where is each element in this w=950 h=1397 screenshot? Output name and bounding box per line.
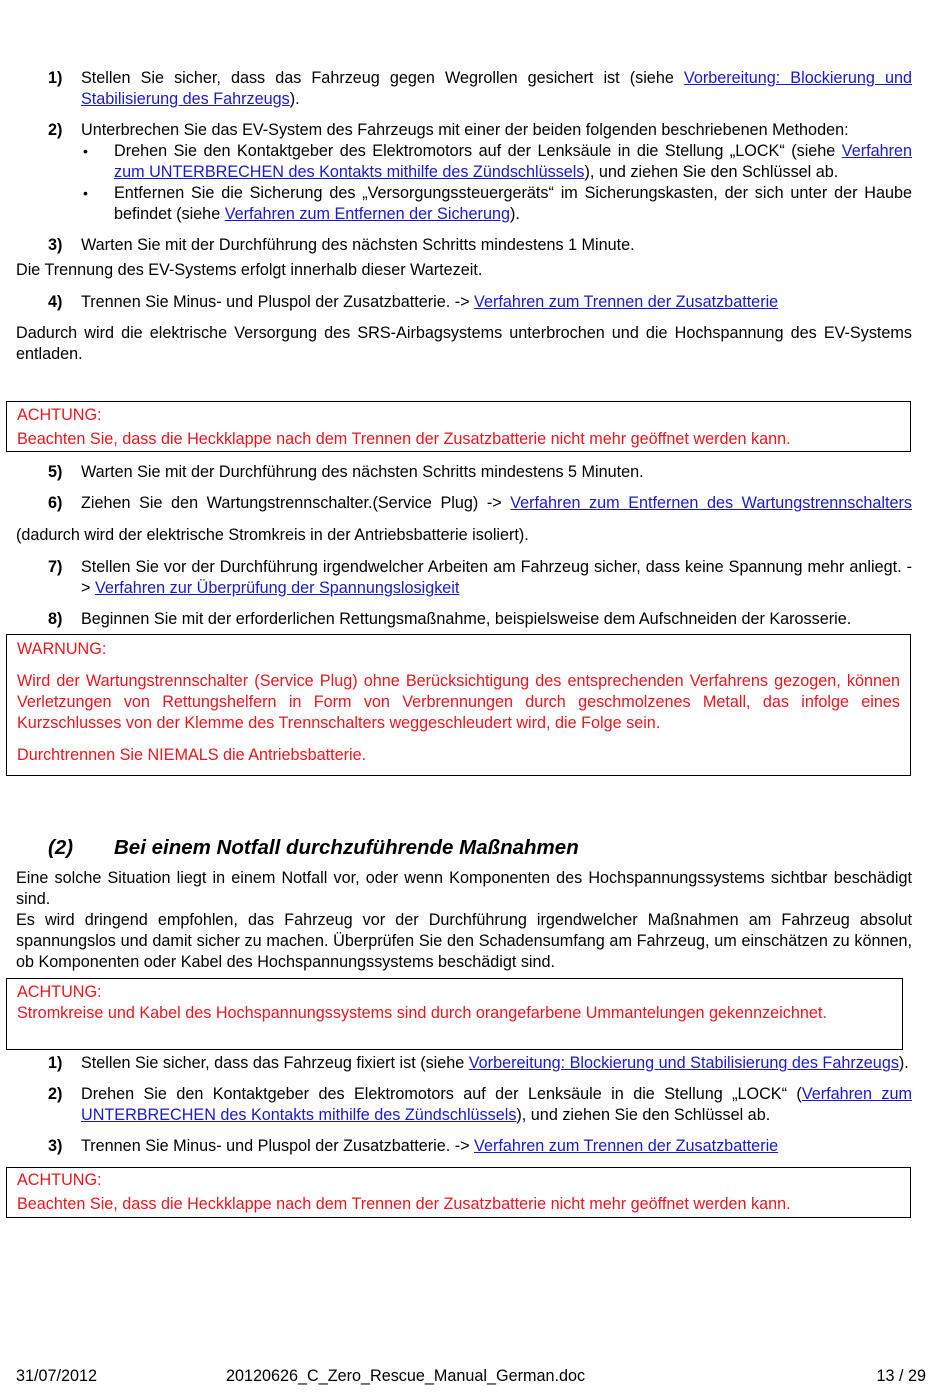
paragraph: Es wird dringend empfohlen, das Fahrzeug vor der Durchführung irgendwelcher Maßnahmen am Fahrzeug absolut spannungslos und damit sicher zu machen. Überprüfen Sie den Schadensumfang am Fahrzeug, um einschätzen zu können, ob Komponenten oder Kabel des Hochspannungssystems beschädigt sind. bbox=[16, 911, 912, 971]
step-8 bbox=[16, 609, 912, 630]
footer-page-number: 13 / 29 bbox=[876, 1367, 926, 1385]
caution-box bbox=[6, 401, 911, 452]
step-1 bbox=[16, 68, 912, 110]
warning-text: Durchtrennen Sie NIEMALS die Antriebsbatterie. bbox=[17, 746, 367, 764]
caution-box bbox=[6, 1167, 911, 1218]
step-number: 5) bbox=[48, 463, 63, 481]
caution-title: ACHTUNG: bbox=[17, 983, 102, 1001]
bullet-item bbox=[81, 183, 912, 225]
caution-title: ACHTUNG: bbox=[17, 1171, 102, 1189]
step-text-end: ). bbox=[898, 1054, 909, 1072]
section-number: (2) bbox=[48, 836, 74, 859]
footer-date: 31/07/2012 bbox=[16, 1367, 98, 1385]
step-text-end: ). bbox=[289, 90, 300, 108]
step-3 bbox=[16, 1136, 912, 1157]
bullet-text-end: ), und ziehen Sie den Schlüssel ab. bbox=[584, 163, 839, 181]
link-zusatzbatterie-trennen[interactable]: Verfahren zum Trennen der Zusatzbatterie bbox=[474, 293, 779, 311]
bullet-item bbox=[81, 141, 912, 183]
step-5 bbox=[16, 462, 912, 483]
link-spannungslosigkeit[interactable]: Verfahren zur Überprüfung der Spannungslosigkeit bbox=[94, 579, 460, 597]
step-text: Warten Sie mit der Durchführung des nächsten Schritts mindestens 5 Minuten. bbox=[81, 463, 644, 481]
caution-text: Beachten Sie, dass die Heckklappe nach dem Trennen der Zusatzbatterie nicht mehr geöffnet werden kann. bbox=[17, 430, 791, 448]
warning-title: WARNUNG: bbox=[17, 640, 107, 658]
step-number: 8) bbox=[48, 610, 63, 628]
section-heading bbox=[16, 834, 912, 862]
bullet-list bbox=[81, 141, 912, 225]
step-text: Ziehen Sie den Wartungstrennschalter.(Service Plug) -> bbox=[81, 494, 511, 512]
step-number: 1) bbox=[48, 69, 63, 87]
link-sicherung-entfernen[interactable]: Verfahren zum Entfernen der Sicherung bbox=[224, 205, 510, 223]
step-number: 3) bbox=[48, 236, 63, 254]
link-vorbereitung[interactable]: Vorbereitung: Blockierung und Stabilisierung des Fahrzeugs bbox=[81, 69, 912, 108]
warning-box bbox=[6, 634, 911, 776]
page-footer bbox=[16, 1366, 926, 1388]
link-kontakt-unterbrechen[interactable]: Verfahren zum UNTERBRECHEN des Kontakts mithilfe des Zündschlüssels bbox=[81, 1085, 913, 1124]
link-wartungstrennschalter[interactable]: Verfahren zum Entfernen des Wartungstrennschalters bbox=[510, 494, 912, 512]
step-4 bbox=[16, 292, 912, 313]
step-text: Warten Sie mit der Durchführung des nächsten Schritts mindestens 1 Minute. bbox=[81, 236, 635, 254]
warning-text: Wird der Wartungstrennschalter (Service Plug) ohne Berücksichtigung des entsprechenden Verfahrens gezogen, können Verletzungen von Rettungshelfern in Form von Verbrennungen durch geschmolzenes Metall, das infolge eines Kurzschlusses von der Klemme des Trennschalters weggeschleudert wird, die Folge sein. bbox=[17, 672, 900, 732]
link-zusatzbatterie-trennen[interactable]: Verfahren zum Trennen der Zusatzbatterie bbox=[474, 1137, 779, 1155]
caution-text: Stromkreise und Kabel des Hochspannungssystems sind durch orangefarbene Ummantelungen gekennzeichnet. bbox=[17, 1004, 827, 1022]
document-page bbox=[16, 68, 912, 1218]
step-number: 2) bbox=[48, 1085, 63, 1103]
step-2 bbox=[16, 1084, 912, 1126]
bullet-text-end: ). bbox=[509, 205, 520, 223]
step-6 bbox=[16, 493, 912, 514]
caution-title: ACHTUNG: bbox=[17, 406, 102, 424]
step-number: 6) bbox=[48, 494, 63, 512]
paragraph: Dadurch wird die elektrische Versorgung des SRS-Airbagsystems unterbrochen und die Hochspannung des EV-Systems entladen. bbox=[16, 324, 912, 363]
step-1 bbox=[16, 1053, 912, 1074]
step-7 bbox=[16, 557, 912, 599]
step-text: Trennen Sie Minus- und Pluspol der Zusatzbatterie. -> bbox=[81, 1137, 475, 1155]
paragraph: (dadurch wird der elektrische Stromkreis in der Antriebsbatterie isoliert). bbox=[16, 526, 529, 544]
paragraph: Eine solche Situation liegt in einem Notfall vor, oder wenn Komponenten des Hochspannungssystems sichtbar beschädigt sind. bbox=[16, 869, 912, 908]
step-text: Stellen Sie vor der Durchführung irgendwelcher Arbeiten am Fahrzeug sicher, dass keine Spannung mehr anliegt. -> bbox=[81, 558, 912, 597]
caution-text: Beachten Sie, dass die Heckklappe nach dem Trennen der Zusatzbatterie nicht mehr geöffnet werden kann. bbox=[17, 1195, 791, 1213]
step-number: 2) bbox=[48, 121, 63, 139]
paragraph: Die Trennung des EV-Systems erfolgt innerhalb dieser Wartezeit. bbox=[16, 261, 483, 279]
step-text-end: ), und ziehen Sie den Schlüssel ab. bbox=[516, 1106, 771, 1124]
step-number: 7) bbox=[48, 558, 63, 576]
step-number: 4) bbox=[48, 293, 63, 311]
bullet-text: Drehen Sie den Kontaktgeber des Elektromotors auf der Lenksäule in die Stellung „LOCK“ (siehe bbox=[114, 142, 842, 160]
step-text: Trennen Sie Minus- und Pluspol der Zusatzbatterie. -> bbox=[81, 293, 475, 311]
step-number: 1) bbox=[48, 1054, 63, 1072]
link-vorbereitung[interactable]: Vorbereitung: Blockierung und Stabilisierung des Fahrzeugs bbox=[468, 1054, 899, 1072]
caution-box bbox=[6, 978, 903, 1050]
step-text: Stellen Sie sicher, dass das Fahrzeug gegen Wegrollen gesichert ist (siehe bbox=[81, 69, 684, 87]
step-text: Drehen Sie den Kontaktgeber des Elektromotors auf der Lenksäule in die Stellung „LOCK“ ( bbox=[81, 1085, 802, 1103]
step-text: Stellen Sie sicher, dass das Fahrzeug fixiert ist (siehe bbox=[81, 1054, 469, 1072]
link-kontakt-unterbrechen[interactable]: Verfahren zum UNTERBRECHEN des Kontakts mithilfe des Zündschlüssels bbox=[114, 142, 912, 181]
footer-filename: 20120626_C_Zero_Rescue_Manual_German.doc bbox=[226, 1367, 586, 1385]
step-3 bbox=[16, 235, 912, 256]
step-text: Unterbrechen Sie das EV-System des Fahrzeugs mit einer der beiden folgenden beschriebenen Methoden: bbox=[81, 121, 849, 139]
step-number: 3) bbox=[48, 1137, 63, 1155]
section-title: Bei einem Notfall durchzuführende Maßnahmen bbox=[114, 836, 579, 859]
bullet-text: Entfernen Sie die Sicherung des „Versorgungssteuergeräts“ im Sicherungskasten, der sich unter der Haube befindet (siehe bbox=[114, 184, 912, 223]
step-text-line bbox=[81, 493, 912, 514]
step-2 bbox=[16, 120, 912, 225]
step-text: Beginnen Sie mit der erforderlichen Rettungsmaßnahme, beispielsweise dem Aufschneiden der Karosserie. bbox=[81, 610, 852, 628]
